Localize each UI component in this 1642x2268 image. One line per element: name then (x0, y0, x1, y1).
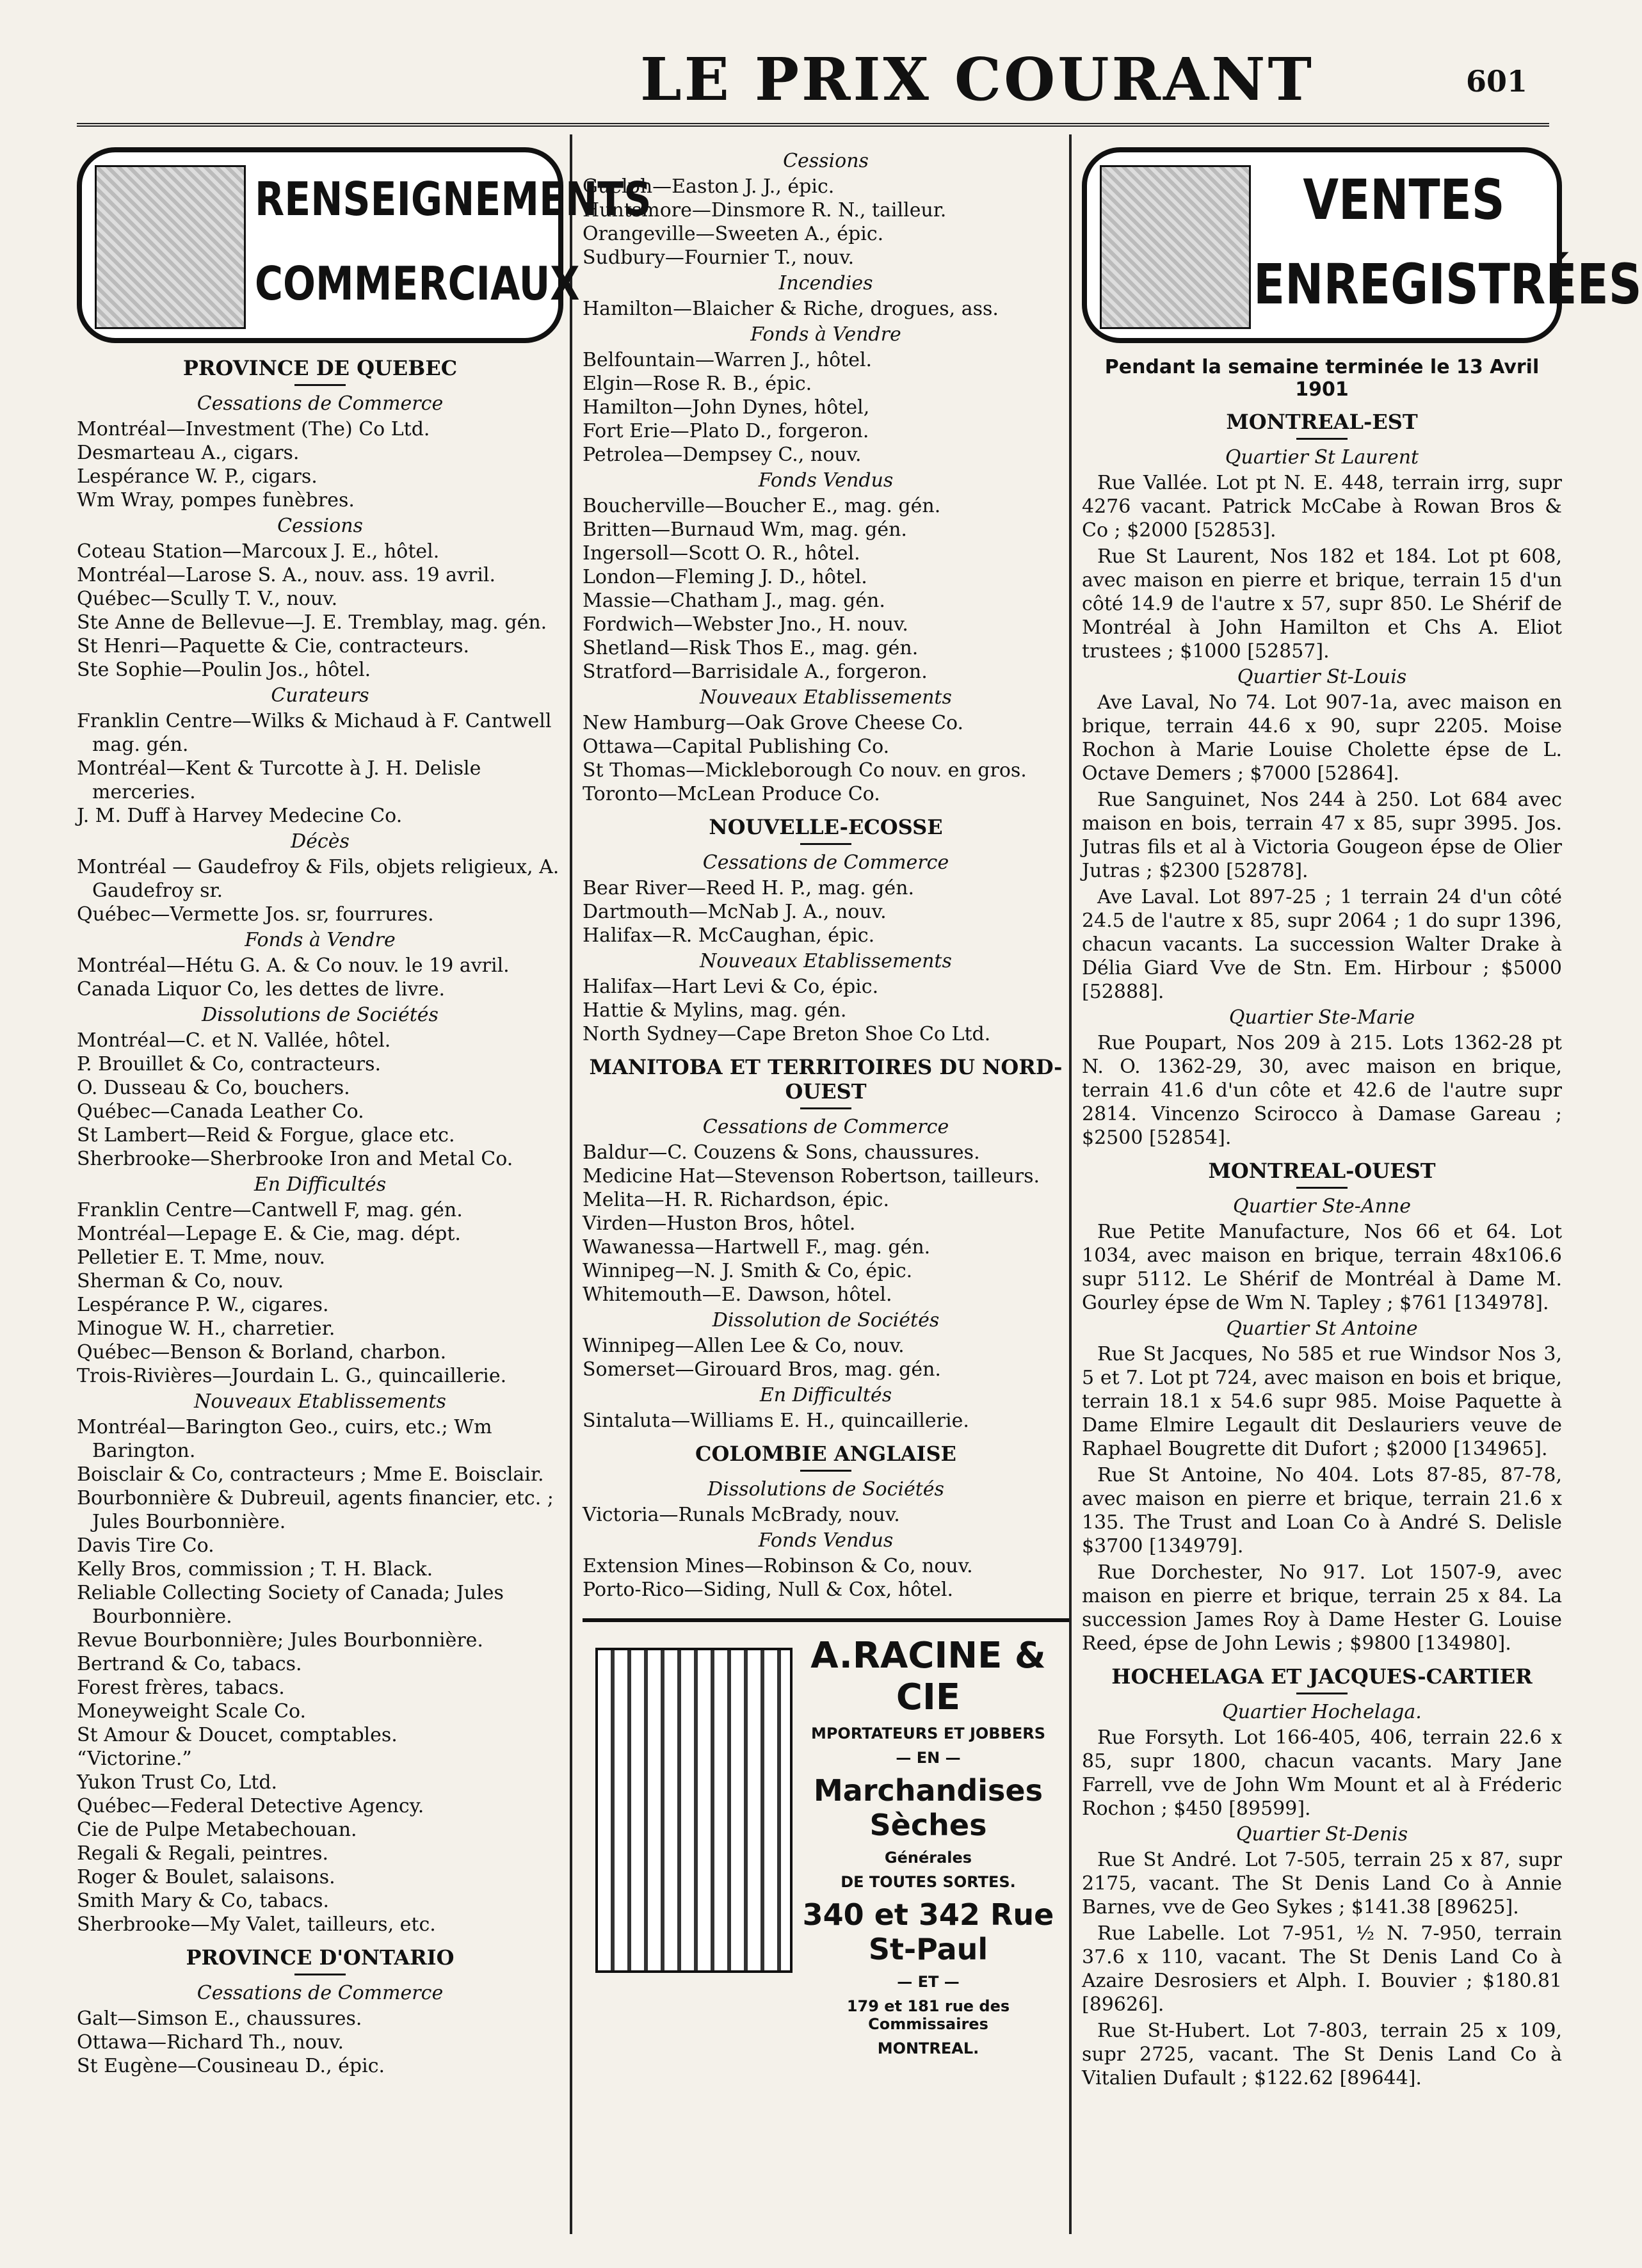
listing-entry: Kelly Bros, commission ; T. H. Black. (77, 1558, 433, 1580)
racine-advertisement (583, 1618, 1069, 2057)
listing-entry: J. M. Duff à Harvey Medecine Co. (77, 805, 403, 827)
sale-record: Rue St Laurent, Nos 182 et 184. Lot pt 608, avec maison en pierre et brique, terrain 15 d'un côté 14.9 de l'autre x 57, supr 850. Le Shérif de Montréal à John Hamilton et Chs A. Eliot trustees ; $1000 [52857]. (1082, 545, 1562, 663)
subsection-heading: Quartier St-Louis (1237, 666, 1407, 688)
week-heading: Pendant la semaine terminée le 13 Avril 1901 (1104, 356, 1540, 401)
heading-rule (1296, 438, 1348, 440)
subsection-heading: Fonds à Vendre (245, 929, 396, 951)
listing-entry: Davis Tire Co. (77, 1534, 214, 1557)
subsection-heading: Cessations de Commerce (702, 851, 949, 874)
sale-record: Rue St Antoine, No 404. Lots 87-85, 87-78, avec maison en pierre et brique, terrain 21.6 x 135. The Trust and Loan Co à André S. Delisle $3700 [134979]. (1082, 1464, 1562, 1557)
listing-entry: Melita—H. R. Richardson, épic. (583, 1189, 889, 1211)
sale-record: Rue St Jacques, No 585 et rue Windsor Nos 3, 5 et 7. Lot pt 724, avec maison en bois et brique, terrain 18.1 x 54.6 supr 985. Moise Paquette à Dame Elmire Legault dit Deslauriers veuve de Raphael Bougrette dit Dufort ; $2000 [134965]. (1082, 1343, 1562, 1460)
listing-entry: Winnipeg—Allen Lee & Co, nouv. (583, 1335, 905, 1357)
listing-entry: Britten—Burnaud Wm, mag. gén. (583, 519, 907, 541)
listing-entry: Revue Bourbonnière; Jules Bourbonnière. (77, 1629, 483, 1652)
listing-entry: Lespérance W. P., cigars. (77, 465, 318, 488)
subsection-heading: En Difficultés (254, 1173, 387, 1196)
listing-entry: Pelletier E. T. Mme, nouv. (77, 1246, 326, 1269)
listing-entry: Sherman & Co, nouv. (77, 1270, 284, 1292)
listing-entry: Fordwich—Webster Jno., H. nouv. (583, 613, 908, 636)
renseignements-banner (77, 147, 652, 343)
banner-line: VENTES (1303, 167, 1505, 232)
ad-city: MONTREAL. (877, 2039, 979, 2057)
listing-entry: Guelph—Easton J. J., épic. (583, 175, 835, 198)
subsection-heading: Curateurs (271, 684, 369, 707)
listing-entry: St Henri—Paquette & Cie, contracteurs. (77, 635, 470, 657)
heading-rule (294, 1974, 346, 1975)
listing-entry: Canada Liquor Co, les dettes de livre. (77, 978, 446, 1001)
subsection-heading: Cessions (277, 515, 363, 537)
ad-line: MPORTATEURS ET JOBBERS (810, 1725, 1046, 1742)
listing-entry: Lespérance P. W., cigares. (77, 1294, 329, 1316)
sale-record: Rue Dorchester, No 917. Lot 1507-9, avec maison en pierre et brique, terrain 25 x 84. La succession James Roy à Dame Hester G. Louise Reed, épse de John Lewis ; $9800 [134980]. (1082, 1561, 1562, 1655)
sale-record: Rue Forsyth. Lot 166-405, 406, terrain 22.6 x 85, supr 1800, chacun vacants. Mary Jane Farrell, vve de John Wm Mount et al à Fréderic Rochon ; $450 [89599]. (1082, 1726, 1562, 1820)
heading-rule (800, 1470, 851, 1472)
subsection-heading: Nouveaux Etablissements (700, 950, 952, 972)
listing-entry: “Victorine.” (77, 1748, 192, 1770)
listing-entry: Québec—Scully T. V., nouv. (77, 588, 338, 610)
listing-entry: Desmarteau A., cigars. (77, 442, 300, 464)
listing-entry: Wawanessa—Hartwell F., mag. gén. (583, 1236, 931, 1259)
section-heading: NOUVELLE-ECOSSE (709, 815, 943, 839)
subsection-heading: Fonds Vendus (758, 1529, 894, 1552)
listing-entry: London—Fleming J. D., hôtel. (583, 566, 867, 588)
listing-entry: Montréal — Gaudefroy & Fils, objets religieux, A. Gaudefroy sr. (77, 856, 559, 902)
sale-record: Rue St André. Lot 7-505, terrain 25 x 87, supr 2175, vacant. The St Denis Land Co à Annie Barnes, vve de Geo Sykes ; $141.38 [89625]. (1082, 1849, 1562, 1918)
listing-entry: Victoria—Runals McBrady, nouv. (583, 1504, 900, 1526)
ad-line: — ET — (897, 1973, 960, 1991)
column-renseignements (77, 147, 652, 2078)
listing-entry: Ingersoll—Scott O. R., hôtel. (583, 542, 860, 565)
heading-rule (800, 1107, 851, 1109)
sale-record: Rue Petite Manufacture, Nos 66 et 64. Lot 1034, avec maison en brique, terrain 48x106.6 supr 5112. Le Shérif de Montréal à Dame M. Gourley épse de Wm N. Tapley ; $761 [134978]. (1082, 1221, 1562, 1314)
listing-entry: Montréal—Hétu G. A. & Co nouv. le 19 avril. (77, 954, 510, 977)
auction-illustration (1100, 165, 1251, 329)
listing-entry: New Hamburg—Oak Grove Cheese Co. (583, 712, 964, 734)
building-illustration (595, 1648, 793, 1973)
subsection-heading: Incendies (778, 272, 873, 294)
section-heading: COLOMBIE ANGLAISE (695, 1442, 956, 1466)
listing-entry: Ste Sophie—Poulin Jos., hôtel. (77, 659, 371, 681)
listing-entry: Ottawa—Capital Publishing Co. (583, 736, 890, 758)
listing-entry: Extension Mines—Robinson & Co, nouv. (583, 1555, 973, 1577)
subsection-heading: Fonds à Vendre (750, 323, 901, 346)
listing-entry: Québec—Benson & Borland, charbon. (77, 1341, 447, 1363)
listing-entry: Virden—Huston Bros, hôtel. (583, 1212, 856, 1235)
listing-entry: Ste Anne de Bellevue—J. E. Tremblay, mag. gén. (77, 611, 547, 634)
listing-entry: Sudbury—Fournier T., nouv. (583, 246, 855, 269)
heading-rule (1296, 1187, 1348, 1189)
sale-record: Ave Laval, No 74. Lot 907-1a, avec maison en brique, terrain 44.6 x 90, supr 2205. Moise Rochon à Marie Louise Cholette épse de L. Octave Demers ; $7000 [52864]. (1082, 691, 1562, 785)
listing-entry: Montréal—Lepage E. & Cie, mag. dépt. (77, 1223, 461, 1245)
listing-entry: St Amour & Doucet, comptables. (77, 1724, 398, 1746)
sale-record: Rue Vallée. Lot pt N. E. 448, terrain irrg, supr 4276 vacant. Patrick McCabe à Rowan Bros & Co ; $2000 [52853]. (1082, 472, 1562, 542)
listing-entry: Medicine Hat—Stevenson Robertson, tailleurs. (583, 1165, 1040, 1187)
subsection-heading: Quartier Ste-Marie (1228, 1006, 1415, 1029)
listing-entry: Trois-Rivières—Jourdain L. G., quincaillerie. (77, 1365, 507, 1387)
listing-entry: Toronto—McLean Produce Co. (583, 783, 880, 805)
section-heading: HOCHELAGA ET JACQUES-CARTIER (1111, 1664, 1533, 1689)
subsection-heading: Quartier Hochelaga. (1222, 1701, 1422, 1723)
listing-entry: Montréal—C. et N. Vallée, hôtel. (77, 1029, 391, 1052)
subsection-heading: Cessations de Commerce (197, 392, 444, 415)
listing-entry: Québec—Canada Leather Co. (77, 1100, 364, 1123)
sale-record: Rue Sanguinet, Nos 244 à 250. Lot 684 avec maison en bois, terrain 47 x 85, supr 3995. Jos. Jutras fils et al à Victoria Gougeon épse de Olier Jutras ; $2300 [52878]. (1082, 789, 1562, 882)
listing-entry: Québec—Federal Detective Agency. (77, 1795, 424, 1817)
subsection-heading: Quartier St Antoine (1226, 1317, 1418, 1340)
listing-entry: Galt—Simson E., chaussures. (77, 2007, 362, 2030)
subsection-heading: Quartier St Laurent (1225, 446, 1419, 469)
column-divider (570, 134, 572, 2234)
listing-entry: Whitemouth—E. Dawson, hôtel. (583, 1283, 892, 1306)
listing-entry: Smith Mary & Co, tabacs. (77, 1890, 330, 1912)
column-divider (1069, 134, 1072, 2234)
listing-entry: Forest frères, tabacs. (77, 1677, 285, 1699)
listing-entry: North Sydney—Cape Breton Shoe Co Ltd. (583, 1023, 991, 1045)
listing-entry: Cie de Pulpe Metabechouan. (77, 1819, 357, 1841)
listing-entry: Winnipeg—N. J. Smith & Co, épic. (583, 1260, 913, 1282)
listing-entry: Porto-Rico—Siding, Null & Cox, hôtel. (583, 1579, 954, 1601)
sale-record: Rue Poupart, Nos 209 à 215. Lots 1362-28 pt N. O. 1362-29, 30, avec maison en brique, terrain 41.6 d'un côte et 42.6 de l'autre supr 2814. Vincenzo Scirocco à Damase Gareau ; $2500 [52854]. (1082, 1032, 1562, 1149)
section-heading: MONTREAL-EST (1226, 410, 1418, 434)
listing-entry: Petrolea—Dempsey C., nouv. (583, 444, 862, 466)
subsection-heading: Nouveaux Etablissements (194, 1390, 446, 1413)
listing-entry: Bertrand & Co, tabacs. (77, 1653, 302, 1675)
ad-company-name: A.RACINE & CIE (810, 1635, 1046, 1718)
column-ontario-continued (583, 147, 1069, 2057)
subsection-heading: Quartier Ste-Anne (1233, 1195, 1411, 1218)
section-heading: PROVINCE DE QUEBEC (182, 356, 458, 380)
listing-entry: Elgin—Rose R. B., épic. (583, 373, 812, 395)
listing-entry: Sintaluta—Williams E. H., quincaillerie. (583, 1410, 969, 1432)
listing-entry: O. Dusseau & Co, bouchers. (77, 1077, 350, 1099)
subsection-heading: Cessions (783, 150, 869, 172)
ad-line: Générales (884, 1849, 972, 1867)
heading-rule (800, 843, 851, 845)
banner-line: RENSEIGNEMENTS (255, 173, 652, 227)
ad-line: DE TOUTES SORTES. (841, 1873, 1016, 1891)
listing-entry: Québec—Vermette Jos. sr, fourrures. (77, 903, 434, 926)
ventes-banner (1082, 147, 1642, 343)
sale-record: Rue St-Hubert. Lot 7-803, terrain 25 x 109, supr 2725, vacant. The St Denis Land Co à Vitalien Dufault ; $122.62 [89644]. (1082, 2020, 1562, 2089)
section-heading: MONTREAL-OUEST (1208, 1159, 1436, 1183)
ad-address: 179 et 181 rue des Commissaires (846, 1997, 1010, 2033)
page-number: 601 (1466, 64, 1528, 99)
listing-entry: Sherbrooke—My Valet, tailleurs, etc. (77, 1913, 436, 1936)
subsection-heading: Nouveaux Etablissements (700, 686, 952, 709)
section-heading: MANITOBA ET TERRITOIRES DU NORD-OUEST (589, 1055, 1063, 1104)
listing-entry: Dartmouth—McNab J. A., nouv. (583, 901, 887, 923)
listing-entry: Coteau Station—Marcoux J. E., hôtel. (77, 540, 440, 563)
listing-entry: Boisclair & Co, contracteurs ; Mme E. Boisclair. (77, 1463, 544, 1486)
listing-entry: Moneyweight Scale Co. (77, 1700, 307, 1723)
listing-entry: Belfountain—Warren J., hôtel. (583, 349, 873, 371)
heading-rule (294, 384, 346, 386)
subsection-heading: Cessations de Commerce (197, 1982, 444, 2004)
listing-entry: P. Brouillet & Co, contracteurs. (77, 1053, 382, 1075)
banner-line: COMMERCIAUX (255, 257, 580, 311)
subsection-heading: Dissolutions de Sociétés (202, 1004, 439, 1026)
listing-entry: Hattie & Mylins, mag. gén. (583, 999, 847, 1022)
listing-entry: Montréal—Kent & Turcotte à J. H. Delisle merceries. (77, 757, 481, 803)
listing-entry: Franklin Centre—Cantwell F, mag. gén. (77, 1199, 463, 1221)
listing-entry: Shetland—Risk Thos E., mag. gén. (583, 637, 919, 659)
header-rule (77, 123, 1549, 127)
listing-entry: Montréal—Investment (The) Co Ltd. (77, 418, 430, 440)
masthead (0, 38, 1585, 115)
listing-entry: Somerset—Girouard Bros, mag. gén. (583, 1358, 941, 1381)
subsection-heading: Quartier St-Denis (1236, 1823, 1408, 1846)
listing-entry: Stratford—Barrisidale A., forgeron. (583, 661, 928, 683)
newspaper-title: LE PRIX COURANT (640, 45, 1314, 114)
subsection-heading: Dissolutions de Sociétés (707, 1478, 944, 1500)
listing-entry: Hamilton—John Dynes, hôtel, (583, 396, 870, 419)
subsection-heading: Dissolution de Sociétés (712, 1309, 940, 1331)
subsection-heading: En Difficultés (759, 1384, 892, 1406)
listing-entry: Boucherville—Boucher E., mag. gén. (583, 495, 941, 517)
listing-entry: Halifax—Hart Levi & Co, épic. (583, 976, 879, 998)
listing-entry: Huntsmore—Dinsmore R. N., tailleur. (583, 199, 947, 221)
listing-entry: Minogue W. H., charretier. (77, 1317, 335, 1340)
listing-entry: Massie—Chatham J., mag. gén. (583, 590, 885, 612)
column-body (1082, 410, 1562, 2090)
ad-goods: Marchandises Sèches (814, 1773, 1043, 1842)
listing-entry: Regali & Regali, peintres. (77, 1842, 329, 1865)
sale-record: Rue Labelle. Lot 7-951, ½ N. 7-950, terrain 37.6 x 110, vacant. The St Denis Land Co à Azaire Desrosiers et Alph. I. Bouvier ; $180.81 [89626]. (1082, 1922, 1562, 2016)
listing-entry: Reliable Collecting Society of Canada; Jules Bourbonnière. (77, 1582, 504, 1628)
listing-entry: Montréal—Larose S. A., nouv. ass. 19 avril. (77, 564, 495, 586)
listing-entry: Baldur—C. Couzens & Sons, chaussures. (583, 1141, 980, 1164)
ad-line: — EN — (896, 1749, 961, 1767)
listing-entry: Bear River—Reed H. P., mag. gén. (583, 877, 914, 899)
section-heading: PROVINCE D'ONTARIO (186, 1945, 455, 1970)
listing-entry: Sherbrooke—Sherbrooke Iron and Metal Co. (77, 1148, 513, 1170)
listing-entry: St Lambert—Reid & Forgue, glace etc. (77, 1124, 455, 1146)
listing-entry: Roger & Boulet, salaisons. (77, 1866, 335, 1888)
ad-address: 340 et 342 Rue St-Paul (802, 1897, 1054, 1966)
listing-entry: Montréal—Barington Geo., cuirs, etc.; Wm Barington. (77, 1416, 492, 1462)
listing-entry: Ottawa—Richard Th., nouv. (77, 2031, 344, 2054)
listing-entry: Fort Erie—Plato D., forgeron. (583, 420, 869, 442)
column-ventes (1082, 147, 1642, 2093)
subsection-heading: Cessations de Commerce (702, 1116, 949, 1138)
clerk-illustration (95, 165, 246, 329)
listing-entry: St Eugène—Cousineau D., épic. (77, 2055, 385, 2077)
listing-entry: Hamilton—Blaicher & Riche, drogues, ass. (583, 298, 999, 320)
heading-rule (1296, 1693, 1348, 1694)
listing-entry: Yukon Trust Co, Ltd. (77, 1771, 278, 1794)
column-body (77, 356, 563, 2078)
listing-entry: Wm Wray, pompes funèbres. (77, 489, 355, 511)
banner-line: ENREGISTRÉES (1253, 252, 1642, 317)
listing-entry: St Thomas—Mickleborough Co nouv. en gros. (583, 759, 1027, 782)
subsection-heading: Fonds Vendus (758, 469, 894, 492)
listing-entry: Bourbonnière & Dubreuil, agents financier, etc. ; Jules Bourbonnière. (77, 1487, 554, 1533)
listing-entry: Orangeville—Sweeten A., épic. (583, 223, 884, 245)
listing-entry: Halifax—R. McCaughan, épic. (583, 924, 875, 947)
subsection-heading: Décès (291, 830, 350, 853)
sale-record: Ave Laval. Lot 897-25 ; 1 terrain 24 d'un côté 24.5 de l'autre x 85, supr 2064 ; 1 do supr 1396, chacun vacants. La succession Walter Drake à Délia Giard Vve de Stn. Em. Hirbour ; $5000 [52888]. (1082, 886, 1562, 1003)
column-body (583, 150, 1069, 1602)
listing-entry: Franklin Centre—Wilks & Michaud à F. Cantwell mag. gén. (77, 710, 552, 756)
